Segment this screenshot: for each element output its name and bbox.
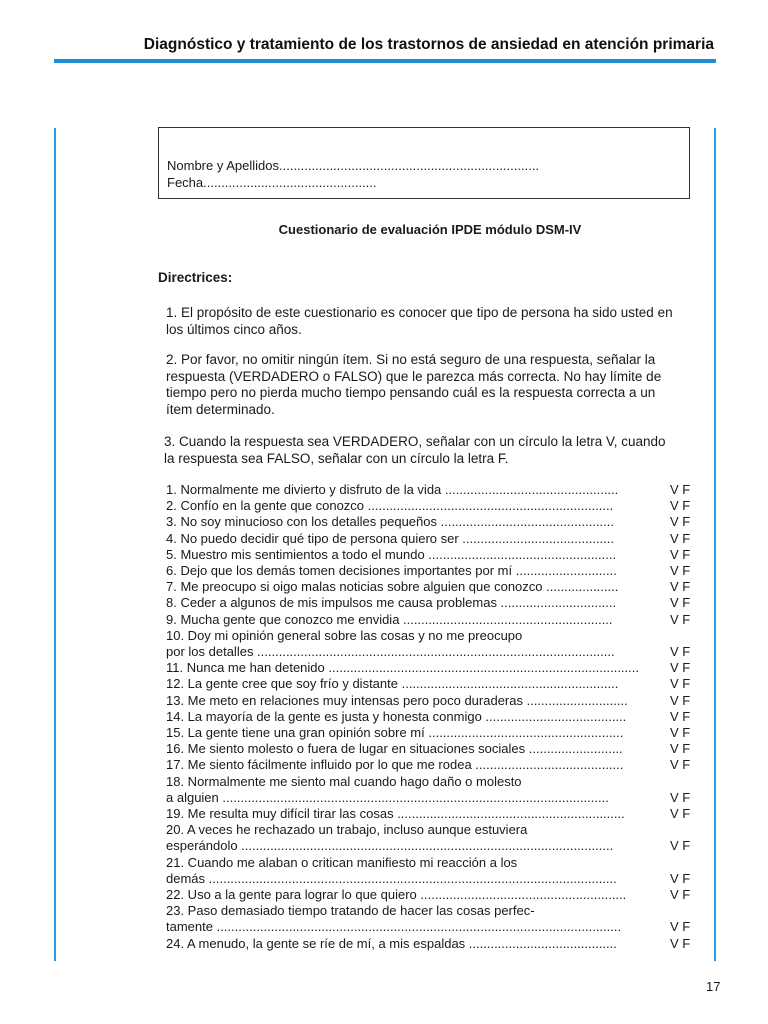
question-item-9: 9. Mucha gente que conozco me envidia .......................................................... xyxy=(166,611,613,627)
answer-vf-22[interactable]: V F xyxy=(670,887,691,902)
question-item-1: 1. Normalmente me divierto y disfruto de la vida ................................................ xyxy=(166,482,619,497)
answer-vf-8[interactable]: V F xyxy=(670,595,691,611)
page-number: 17 xyxy=(706,979,721,994)
answer-vf-13[interactable]: V F xyxy=(670,692,691,708)
question-item-21: demás ................................................................................................................. xyxy=(166,870,617,886)
question-item-20: 20. A veces he rechazado un trabajo, incluso aunque estuviera xyxy=(166,822,528,838)
answer-vf-2[interactable]: V F xyxy=(670,498,691,514)
answer-vf-23[interactable]: V F xyxy=(670,919,691,935)
answer-vf-18[interactable]: V F xyxy=(670,789,691,805)
answer-vf-12[interactable]: V F xyxy=(670,676,691,692)
question-item-23: 23. Paso demasiado tiempo tratando de hacer las cosas perfec- xyxy=(166,903,535,919)
directive-3-line: la respuesta sea FALSO, señalar con un círculo la letra F. xyxy=(164,450,509,466)
directive-2-line: ítem determinado. xyxy=(166,401,275,417)
question-item-21: 21. Cuando me alaban o critican manifiesto mi reacción a los xyxy=(166,854,518,870)
question-item-2: 2. Confío en la gente que conozco .................................................................... xyxy=(166,498,614,514)
question-item-15: 15. La gente tiene una gran opinión sobre mí ...................................................... xyxy=(166,725,624,740)
question-item-11: 11. Nunca me han detenido ...................................................................................... xyxy=(166,660,639,676)
question-item-13: 13. Me meto en relaciones muy intensas pero poco duraderas ............................ xyxy=(166,692,628,708)
answer-vf-7[interactable]: V F xyxy=(670,579,691,595)
answer-vf-10[interactable]: V F xyxy=(670,644,691,659)
directive-2-line: tiempo pero no pierda mucho tiempo pensando cuál es la respuesta correcta a un xyxy=(166,385,656,400)
question-item-6: 6. Dejo que los demás tomen decisiones importantes por mí ............................ xyxy=(166,563,617,578)
answer-vf-11[interactable]: V F xyxy=(670,660,691,676)
directive-1-line: los últimos cinco años. xyxy=(166,321,302,337)
answer-vf-3[interactable]: V F xyxy=(670,514,691,530)
question-item-4: 4. No puedo decidir qué tipo de persona quiero ser .......................................... xyxy=(166,530,615,546)
answer-vf-5[interactable]: V F xyxy=(670,546,691,562)
question-item-23: tamente ................................................................................................................ xyxy=(166,919,622,935)
question-item-19: 19. Me resulta muy difícil tirar las cosas ............................................................... xyxy=(166,806,625,821)
answer-vf-4[interactable]: V F xyxy=(670,530,691,546)
question-item-22: 22. Uso a la gente para lograr lo que quiero ......................................................... xyxy=(166,887,627,902)
question-item-5: 5. Muestro mis sentimientos a todo el mundo .................................................... xyxy=(166,546,617,562)
directive-2-line: 2. Por favor, no omitir ningún ítem. Si no está seguro de una respuesta, señalar la xyxy=(166,352,656,367)
answer-vf-19[interactable]: V F xyxy=(670,806,691,821)
answer-vf-9[interactable]: V F xyxy=(670,611,691,627)
header-title: Diagnóstico y tratamiento de los trastornos de ansiedad en atención primaria xyxy=(143,36,714,53)
question-item-10: por los detalles ................................................................................................... xyxy=(166,644,615,659)
date-field[interactable]: Fecha................................................ xyxy=(167,175,377,190)
left-margin-rule xyxy=(54,128,56,961)
question-item-10: 10. Doy mi opinión general sobre las cosas y no me preocupo xyxy=(166,627,523,643)
question-item-14: 14. La mayoría de la gente es justa y honesta conmigo ....................................... xyxy=(166,708,627,724)
directive-3-line: 3. Cuando la respuesta sea VERDADERO, señalar con un círculo la letra V, cuando xyxy=(164,434,666,449)
answer-vf-21[interactable]: V F xyxy=(670,870,691,886)
question-item-20: esperándolo ....................................................................................................... xyxy=(166,838,614,854)
answer-vf-24[interactable]: V F xyxy=(670,935,691,951)
answer-vf-16[interactable]: V F xyxy=(670,741,691,757)
header-rule xyxy=(54,59,716,63)
question-item-8: 8. Ceder a algunos de mis impulsos me causa problemas ................................ xyxy=(166,595,617,611)
question-item-24: 24. A menudo, la gente se ríe de mí, a mis espaldas ......................................... xyxy=(166,935,617,951)
right-margin-rule xyxy=(714,128,716,961)
answer-vf-15[interactable]: V F xyxy=(670,725,691,740)
question-item-17: 17. Me siento fácilmente influido por lo que me rodea ......................................... xyxy=(166,757,624,773)
question-item-7: 7. Me preocupo si oigo malas noticias sobre alguien que conozco .................... xyxy=(166,579,619,595)
answer-vf-20[interactable]: V F xyxy=(670,838,691,854)
name-date-box xyxy=(158,127,690,199)
answer-vf-6[interactable]: V F xyxy=(670,563,691,578)
question-item-12: 12. La gente cree que soy frío y distante ............................................................ xyxy=(166,676,619,692)
directive-2-line: respuesta (VERDADERO o FALSO) que le parezca más correcta. No hay límite de xyxy=(166,368,662,384)
question-item-18: 18. Normalmente me siento mal cuando hago daño o molesto xyxy=(166,773,522,789)
directives-heading: Directrices: xyxy=(158,270,233,285)
name-field[interactable]: Nombre y Apellidos........................................................................ xyxy=(167,158,540,173)
question-item-18: a alguien ........................................................................................................... xyxy=(166,789,609,805)
answer-vf-1[interactable]: V F xyxy=(670,482,691,497)
answer-vf-17[interactable]: V F xyxy=(670,757,691,773)
answer-vf-14[interactable]: V F xyxy=(670,708,691,724)
question-item-16: 16. Me siento molesto o fuera de lugar en situaciones sociales .......................... xyxy=(166,741,623,757)
question-item-3: 3. No soy minucioso con los detalles pequeños ................................................ xyxy=(166,514,614,530)
directive-1-line: 1. El propósito de este cuestionario es conocer que tipo de persona ha sido usted en xyxy=(166,305,673,320)
questionnaire-title: Cuestionario de evaluación IPDE módulo DSM-IV xyxy=(278,222,582,237)
